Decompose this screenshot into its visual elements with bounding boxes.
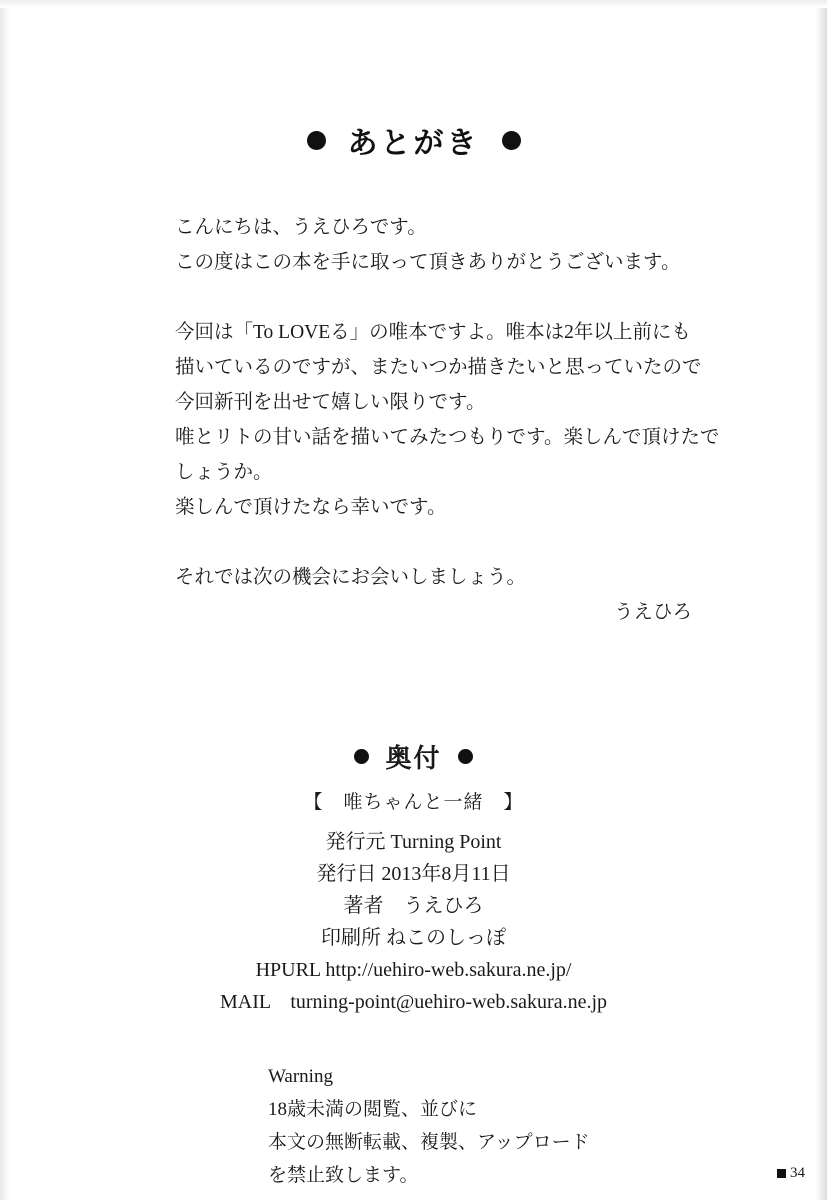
page-number bbox=[777, 1165, 805, 1182]
bullet-dot-icon bbox=[502, 131, 521, 150]
warning-block bbox=[268, 1060, 827, 1192]
bullet-dot-icon bbox=[307, 131, 326, 150]
afterword-line: 楽しんで頂けたなら幸いです。 bbox=[175, 497, 447, 518]
colophon-entry-mail: MAIL turning-point@uehiro-web.sakura.ne.jp bbox=[219, 991, 608, 1013]
colophon-heading bbox=[0, 738, 827, 775]
colophon-entry-author: 著者 うえひろ bbox=[343, 895, 484, 917]
colophon-entry-printer: 印刷所 ねこのしっぽ bbox=[321, 927, 506, 949]
warning-line: を禁止致します。 bbox=[268, 1165, 419, 1186]
colophon-entry-date: 発行日 2013年8月11日 bbox=[316, 863, 511, 885]
page-number-text: 34 bbox=[790, 1165, 805, 1181]
afterword-heading bbox=[0, 118, 827, 162]
colophon-entry-url: HPURL http://uehiro-web.sakura.ne.jp/ bbox=[255, 959, 572, 981]
bullet-dot-icon bbox=[458, 749, 473, 764]
colophon-entries bbox=[0, 826, 827, 1018]
afterword-line: この度はこの本を手に取って頂きありがとうございます。 bbox=[175, 252, 681, 273]
afterword-line: それでは次の機会にお会いしましょう。 bbox=[175, 567, 527, 588]
bullet-dot-icon bbox=[354, 749, 369, 764]
square-marker-icon bbox=[777, 1169, 786, 1178]
afterword-heading-text: あとがき bbox=[347, 126, 480, 161]
colophon-entry-publisher: 発行元 Turning Point bbox=[325, 831, 502, 853]
afterword-line: 唯とリトの甘い話を描いてみたつもりです。楽しんで頂けたでしょうか。 bbox=[175, 427, 720, 483]
warning-title: Warning bbox=[268, 1066, 333, 1087]
afterword-line: 今回は「To LOVEる」の唯本ですよ。唯本は2年以上前にも bbox=[175, 322, 691, 343]
afterword-line: 今回新刊を出せて嬉しい限りです。 bbox=[175, 392, 486, 413]
afterword-signature: うえひろ bbox=[613, 602, 692, 623]
afterword-line: 描いているのですが、またいつか描きたいと思っていたので bbox=[175, 357, 702, 378]
colophon-heading-text: 奥付 bbox=[385, 744, 442, 774]
warning-line: 本文の無断転載、複製、アップロード bbox=[268, 1132, 590, 1153]
warning-line: 18歳未満の閲覧、並びに bbox=[268, 1099, 478, 1120]
afterword-line: こんにちは、うえひろです。 bbox=[175, 217, 427, 238]
colophon-title: 【 唯ちゃんと一緒 】 bbox=[303, 792, 524, 813]
afterword-body bbox=[175, 210, 737, 595]
paragraph-gap bbox=[175, 280, 737, 315]
paragraph-gap bbox=[175, 525, 737, 560]
